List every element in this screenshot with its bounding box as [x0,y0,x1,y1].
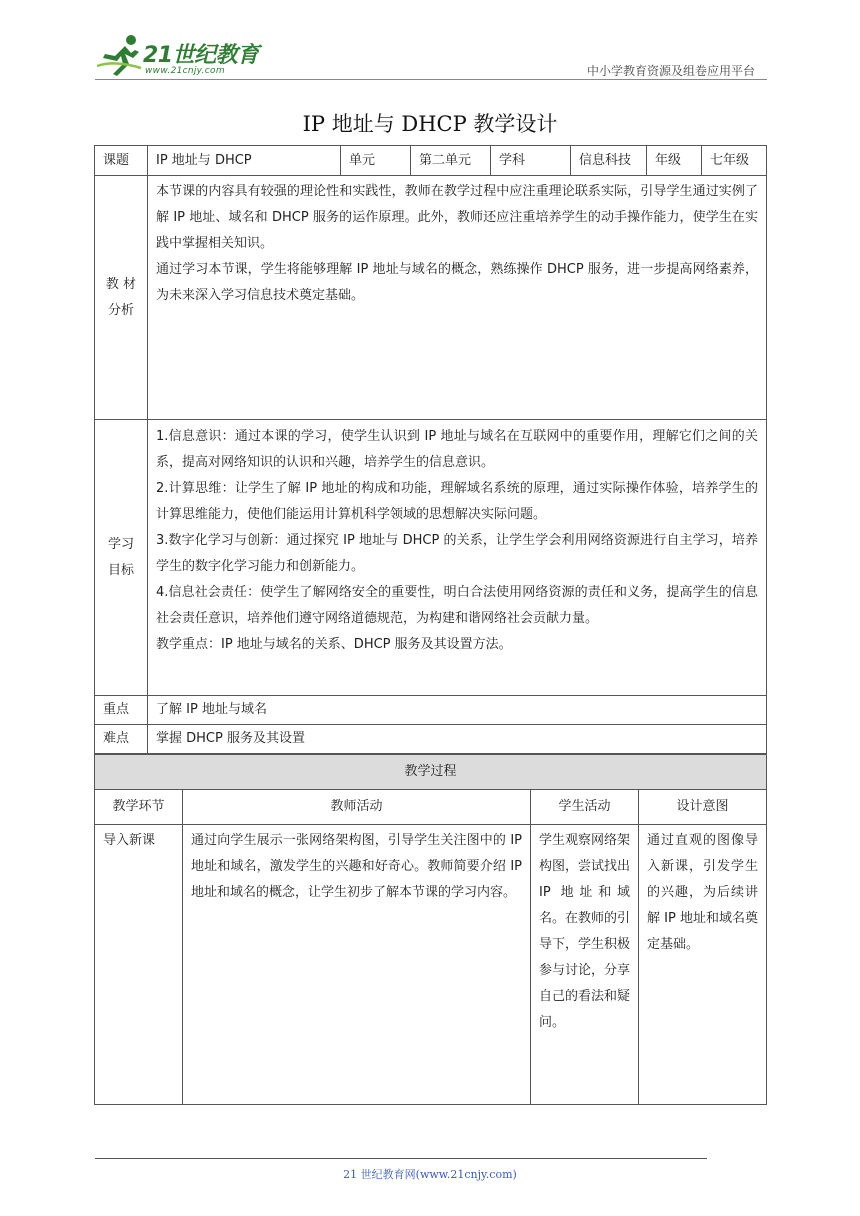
lesson-info-table [94,145,767,754]
objectives-label: 学习 目标 [95,420,148,696]
objective-item: 1.信息意识：通过本课的学习，使学生认识到 IP 地址与域名在互联网中的重要作用，理解它们之间的关系，提高对网络知识的认识和兴趣，培养学生的信息意识。 [156,429,758,470]
logo-text: 21世纪教育 [143,43,259,68]
analysis-paragraph-1: 本节课的内容具有较强的理论性和实践性，教师在教学过程中应注重理论联系实际，引导学生通过实例了解 IP 地址、域名和 DHCP 服务的运作原理。此外，教师还应注重培养学生的动手操作能力，使学生在实践中掌握相关知识。 [156,184,758,251]
grade-value: 七年级 [702,146,767,176]
key-point-value: 了解 IP 地址与域名 [148,696,767,725]
objective-item: 4.信息社会责任：使学生了解网络安全的重要性，明白合法使用网络资源的责任和义务，提高学生的信息社会责任意识，培养他们遵守网络道德规范，为构建和谐网络社会贡献力量。 [156,585,758,626]
page-header [95,30,767,80]
header-intent: 设计意图 [639,790,767,825]
info-row [95,146,767,176]
process-intent: 通过直观的图像导入新课，引发学生的兴趣，为后续讲解 IP 地址和域名奠定基础。 [639,825,767,1105]
runner-logo-icon [95,32,145,78]
key-point-row [95,696,767,725]
header-stage: 教学环节 [95,790,183,825]
process-title-row [95,755,767,790]
key-point-label: 重点 [95,696,148,725]
difficulty-label: 难点 [95,725,148,754]
page-title: IP 地址与 DHCP 教学设计 [302,112,558,136]
objective-item: 3.数字化学习与创新：通过探究 IP 地址与 DHCP 的关系，让学生学会利用网络资源进行自主学习，培养学生的数字化学习能力和创新能力。 [156,533,758,574]
teaching-process-table [94,754,767,1105]
analysis-paragraph-2: 通过学习本节课，学生将能够理解 IP 地址与域名的概念，熟练操作 DHCP 服务，进一步提高网络素养，为未来深入学习信息技术奠定基础。 [156,262,758,303]
logo-url: www.21cnjy.com [145,66,225,76]
objectives-row [95,420,767,696]
objective-item: 教学重点：IP 地址与域名的关系、DHCP 服务及其设置方法。 [156,637,512,652]
analysis-content [148,176,767,420]
process-header-row [95,790,767,825]
process-title: 教学过程 [95,755,767,790]
footer-divider [95,1158,707,1159]
header-student: 学生活动 [531,790,639,825]
unit-value: 第二单元 [411,146,491,176]
header-divider [95,79,767,80]
header-teacher: 教师活动 [183,790,531,825]
course-label: 课题 [95,146,148,176]
process-student: 学生观察网络架构图，尝试找出 IP 地址和域名。在教师的引导下，学生积极参与讨论，分享自己的看法和疑问。 [531,825,639,1105]
process-teacher: 通过向学生展示一张网络架构图，引导学生关注图中的 IP 地址和域名，激发学生的兴趣和好奇心。教师简要介绍 IP 地址和域名的概念，让学生初步了解本节课的学习内容。 [183,825,531,1105]
analysis-label: 教 材 分析 [95,176,148,420]
analysis-row [95,176,767,420]
difficulty-row [95,725,767,754]
objectives-content [148,420,767,696]
subject-value: 信息科技 [571,146,647,176]
footer-text: 21 世纪教育网(www.21cnjy.com) [343,1168,517,1181]
course-value: IP 地址与 DHCP [148,146,341,176]
subject-label: 学科 [491,146,571,176]
process-row [95,825,767,1105]
process-stage: 导入新课 [95,825,183,1105]
objective-item: 2.计算思维：让学生了解 IP 地址的构成和功能，理解域名系统的原理，通过实际操作体验，培养学生的计算思维能力，使他们能运用计算机科学领域的思想解决实际问题。 [156,481,758,522]
unit-label: 单元 [341,146,411,176]
logo [95,30,265,80]
grade-label: 年级 [647,146,702,176]
difficulty-value: 掌握 DHCP 服务及其设置 [148,725,767,754]
platform-name: 中小学教育资源及组卷应用平台 [586,64,755,78]
